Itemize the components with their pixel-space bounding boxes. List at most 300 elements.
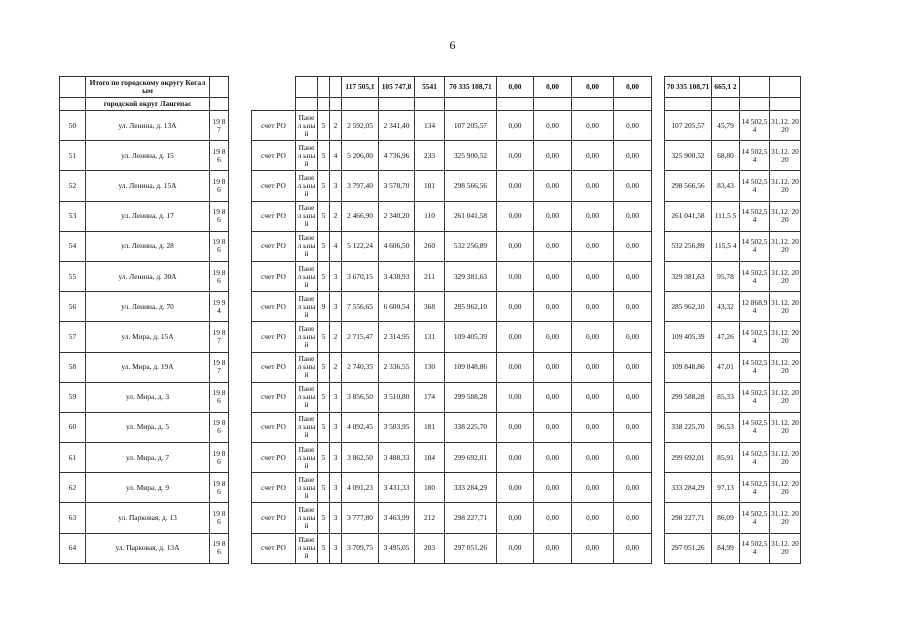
- row-area-total: 3 862,50: [342, 443, 379, 473]
- row-z4: 0,00: [614, 292, 652, 322]
- row-cost-ro: 109 405,39: [665, 322, 712, 352]
- row-year: 19 86: [210, 261, 229, 291]
- row-floors: 5: [318, 111, 330, 141]
- row-floors: 5: [318, 473, 330, 503]
- row-cost: 333 284,29: [445, 473, 497, 503]
- row-residents: 134: [415, 111, 445, 141]
- row-deadline: 31.12. 2020: [770, 412, 801, 442]
- row-material: Панел ьный: [296, 201, 318, 231]
- row-address: ул. Ленина, д. 28: [86, 231, 210, 261]
- row-material: Панел ьный: [296, 111, 318, 141]
- row-max-cost: 14 502,5 4: [740, 443, 770, 473]
- row-year: 19 86: [210, 201, 229, 231]
- row-entrances: 3: [330, 533, 342, 563]
- row-address: ул. Мира, д. 5: [86, 412, 210, 442]
- row-z1: 0,00: [497, 201, 534, 231]
- row-max-cost: 14 502,5 4: [740, 382, 770, 412]
- row-year: 19 86: [210, 382, 229, 412]
- row-max-cost: 14 502,5 4: [740, 503, 770, 533]
- row-z3: 0,00: [572, 231, 614, 261]
- row-fund: счет РО: [252, 443, 296, 473]
- row-z3: 0,00: [572, 382, 614, 412]
- row-fund: счет РО: [252, 261, 296, 291]
- row-floors: 5: [318, 533, 330, 563]
- row-number: 60: [60, 412, 86, 442]
- row-address: ул. Ленина, д. 15А: [86, 171, 210, 201]
- row-z1: 0,00: [497, 382, 534, 412]
- row-number: 50: [60, 111, 86, 141]
- row-z4: 0,00: [614, 503, 652, 533]
- row-z3: 0,00: [572, 171, 614, 201]
- row-max-cost: 14 502,5 4: [740, 171, 770, 201]
- row-residents: 233: [415, 141, 445, 171]
- row-number: 52: [60, 171, 86, 201]
- row-z1: 0,00: [497, 292, 534, 322]
- totals-per-m2: 665,1 2: [712, 77, 740, 98]
- row-area-living: 2 336,55: [379, 352, 415, 382]
- row-cost-ro: 299 588,28: [665, 382, 712, 412]
- row-number: 59: [60, 382, 86, 412]
- row-deadline: 31.12. 2020: [770, 292, 801, 322]
- row-fund: счет РО: [252, 201, 296, 231]
- row-entrances: 2: [330, 111, 342, 141]
- row-area-living: 3 503,95: [379, 412, 415, 442]
- row-residents: 174: [415, 382, 445, 412]
- row-per-m2: 95,78: [712, 261, 740, 291]
- row-z2: 0,00: [534, 141, 572, 171]
- row-area-total: 5 122,24: [342, 231, 379, 261]
- row-number: 57: [60, 322, 86, 352]
- row-material: Панел ьный: [296, 533, 318, 563]
- row-residents: 130: [415, 352, 445, 382]
- row-floors: 5: [318, 443, 330, 473]
- row-max-cost: 14 502,5 4: [740, 352, 770, 382]
- row-area-living: 3 438,93: [379, 261, 415, 291]
- row-cost: 532 256,89: [445, 231, 497, 261]
- row-z4: 0,00: [614, 322, 652, 352]
- row-z4: 0,00: [614, 412, 652, 442]
- row-number: 56: [60, 292, 86, 322]
- row-z1: 0,00: [497, 503, 534, 533]
- row-z2: 0,00: [534, 533, 572, 563]
- row-cost: 297 051,26: [445, 533, 497, 563]
- row-entrances: 4: [330, 231, 342, 261]
- row-area-total: 5 206,00: [342, 141, 379, 171]
- row-entrances: 3: [330, 503, 342, 533]
- row-z1: 0,00: [497, 141, 534, 171]
- row-area-living: 4 736,96: [379, 141, 415, 171]
- row-per-m2: 84,99: [712, 533, 740, 563]
- row-address: ул. Мира, д. 3: [86, 382, 210, 412]
- row-year: 19 86: [210, 171, 229, 201]
- register-table: [59, 76, 801, 564]
- row-z3: 0,00: [572, 473, 614, 503]
- row-z1: 0,00: [497, 412, 534, 442]
- row-material: Панел ьный: [296, 141, 318, 171]
- row-area-total: 4 091,23: [342, 473, 379, 503]
- row-z2: 0,00: [534, 412, 572, 442]
- row-area-living: 3 510,80: [379, 382, 415, 412]
- row-address: ул. Мира, д. 9: [86, 473, 210, 503]
- row-residents: 180: [415, 473, 445, 503]
- row-z3: 0,00: [572, 111, 614, 141]
- row-z4: 0,00: [614, 231, 652, 261]
- row-cost-ro: 333 284,29: [665, 473, 712, 503]
- row-number: 58: [60, 352, 86, 382]
- row-z4: 0,00: [614, 171, 652, 201]
- row-z4: 0,00: [614, 261, 652, 291]
- row-z1: 0,00: [497, 261, 534, 291]
- row-cost-ro: 329 381,63: [665, 261, 712, 291]
- row-floors: 5: [318, 412, 330, 442]
- row-year: 19 87: [210, 322, 229, 352]
- row-fund: счет РО: [252, 533, 296, 563]
- row-fund: счет РО: [252, 412, 296, 442]
- row-deadline: 31.12. 2020: [770, 352, 801, 382]
- row-deadline: 31.12. 2020: [770, 443, 801, 473]
- row-z4: 0,00: [614, 352, 652, 382]
- row-year: 19 87: [210, 111, 229, 141]
- row-entrances: 2: [330, 352, 342, 382]
- row-residents: 181: [415, 412, 445, 442]
- row-floors: 5: [318, 352, 330, 382]
- row-address: ул. Мира, д. 7: [86, 443, 210, 473]
- row-z3: 0,00: [572, 201, 614, 231]
- row-per-m2: 85,33: [712, 382, 740, 412]
- row-year: 19 86: [210, 473, 229, 503]
- row-year: 19 86: [210, 231, 229, 261]
- row-per-m2: 43,32: [712, 292, 740, 322]
- row-floors: 5: [318, 231, 330, 261]
- row-z4: 0,00: [614, 111, 652, 141]
- row-deadline: 31.12. 2020: [770, 201, 801, 231]
- row-material: Панел ьный: [296, 292, 318, 322]
- row-z4: 0,00: [614, 141, 652, 171]
- row-fund: счет РО: [252, 473, 296, 503]
- row-material: Панел ьный: [296, 261, 318, 291]
- row-deadline: 31.12. 2020: [770, 503, 801, 533]
- totals-cost-total: 70 335 108,71: [445, 77, 497, 98]
- row-area-living: 6 600,54: [379, 292, 415, 322]
- row-address: ул. Парковая, д. 13А: [86, 533, 210, 563]
- row-fund: счет РО: [252, 231, 296, 261]
- totals-row: [60, 77, 801, 98]
- row-z1: 0,00: [497, 533, 534, 563]
- row-z3: 0,00: [572, 352, 614, 382]
- table-row: [60, 261, 801, 291]
- row-area-living: 3 578,70: [379, 171, 415, 201]
- row-entrances: 3: [330, 292, 342, 322]
- row-z1: 0,00: [497, 473, 534, 503]
- row-cost: 338 225,70: [445, 412, 497, 442]
- row-entrances: 3: [330, 261, 342, 291]
- row-deadline: 31.12. 2020: [770, 473, 801, 503]
- row-address: ул. Ленина, д. 13А: [86, 111, 210, 141]
- totals-area-total: 117 505,1: [342, 77, 379, 98]
- row-floors: 5: [318, 141, 330, 171]
- row-z4: 0,00: [614, 443, 652, 473]
- table-row: [60, 231, 801, 261]
- row-z2: 0,00: [534, 231, 572, 261]
- row-floors: 5: [318, 382, 330, 412]
- table-row: [60, 352, 801, 382]
- row-residents: 368: [415, 292, 445, 322]
- row-cost-ro: 107 205,57: [665, 111, 712, 141]
- row-z1: 0,00: [497, 352, 534, 382]
- row-z3: 0,00: [572, 322, 614, 352]
- row-year: 19 86: [210, 443, 229, 473]
- row-z4: 0,00: [614, 533, 652, 563]
- table-row: [60, 141, 801, 171]
- row-z2: 0,00: [534, 473, 572, 503]
- row-area-living: 3 463,99: [379, 503, 415, 533]
- row-fund: счет РО: [252, 352, 296, 382]
- row-area-total: 3 709,75: [342, 533, 379, 563]
- row-residents: 110: [415, 201, 445, 231]
- row-per-m2: 83,43: [712, 171, 740, 201]
- table-row: [60, 201, 801, 231]
- row-address: ул. Ленина, д. 15: [86, 141, 210, 171]
- row-area-living: 3 495,05: [379, 533, 415, 563]
- row-cost: 325 900,52: [445, 141, 497, 171]
- row-fund: счет РО: [252, 141, 296, 171]
- row-entrances: 2: [330, 322, 342, 352]
- row-year: 19 94: [210, 292, 229, 322]
- row-per-m2: 111,5 5: [712, 201, 740, 231]
- row-z2: 0,00: [534, 171, 572, 201]
- row-area-living: 3 431,33: [379, 473, 415, 503]
- row-year: 19 86: [210, 141, 229, 171]
- row-fund: счет РО: [252, 111, 296, 141]
- row-area-total: 2 466,90: [342, 201, 379, 231]
- row-fund: счет РО: [252, 503, 296, 533]
- row-max-cost: 14 502,5 4: [740, 141, 770, 171]
- row-cost-ro: 299 692,01: [665, 443, 712, 473]
- row-address: ул. Ленина, д. 30А: [86, 261, 210, 291]
- row-area-total: 3 777,80: [342, 503, 379, 533]
- row-residents: 260: [415, 231, 445, 261]
- table-row: [60, 443, 801, 473]
- row-max-cost: 14 502,5 4: [740, 412, 770, 442]
- row-material: Панел ьный: [296, 322, 318, 352]
- row-max-cost: 14 502,5 4: [740, 261, 770, 291]
- row-z2: 0,00: [534, 261, 572, 291]
- totals-area-living: 105 747,8: [379, 77, 415, 98]
- row-residents: 203: [415, 533, 445, 563]
- row-address: ул. Ленина, д. 70: [86, 292, 210, 322]
- page-number: 6: [449, 38, 456, 52]
- row-per-m2: 85,91: [712, 443, 740, 473]
- row-z4: 0,00: [614, 473, 652, 503]
- table-row: [60, 503, 801, 533]
- row-deadline: 31.12. 2020: [770, 261, 801, 291]
- totals-residents: 5541: [415, 77, 445, 98]
- row-max-cost: 12 868,9 4: [740, 292, 770, 322]
- row-cost: 261 041,58: [445, 201, 497, 231]
- row-cost: 299 692,01: [445, 443, 497, 473]
- row-residents: 184: [415, 443, 445, 473]
- row-cost: 298 566,56: [445, 171, 497, 201]
- row-cost: 285 962,10: [445, 292, 497, 322]
- row-year: 19 86: [210, 412, 229, 442]
- row-deadline: 31.12. 2020: [770, 533, 801, 563]
- row-cost-ro: 298 227,71: [665, 503, 712, 533]
- row-deadline: 31.12. 2020: [770, 111, 801, 141]
- row-floors: 5: [318, 503, 330, 533]
- row-max-cost: 14 502,5 4: [740, 201, 770, 231]
- row-floors: 5: [318, 261, 330, 291]
- row-residents: 181: [415, 171, 445, 201]
- totals-label: Итого по городскому округу Когалым: [86, 77, 210, 98]
- row-entrances: 4: [330, 141, 342, 171]
- row-material: Панел ьный: [296, 231, 318, 261]
- row-cost: 329 381,63: [445, 261, 497, 291]
- row-per-m2: 97,13: [712, 473, 740, 503]
- row-per-m2: 45,79: [712, 111, 740, 141]
- row-z2: 0,00: [534, 443, 572, 473]
- section-title: городской округ Лангепас: [86, 98, 210, 111]
- row-fund: счет РО: [252, 382, 296, 412]
- row-area-total: 2 592,05: [342, 111, 379, 141]
- row-entrances: 3: [330, 443, 342, 473]
- row-z2: 0,00: [534, 503, 572, 533]
- table-row: [60, 533, 801, 563]
- row-cost-ro: 297 051,26: [665, 533, 712, 563]
- row-cost-ro: 325 900,52: [665, 141, 712, 171]
- row-z2: 0,00: [534, 292, 572, 322]
- row-address: ул. Мира, д. 19А: [86, 352, 210, 382]
- row-area-living: 2 341,40: [379, 111, 415, 141]
- row-floors: 5: [318, 171, 330, 201]
- row-z1: 0,00: [497, 322, 534, 352]
- table-row: [60, 171, 801, 201]
- row-number: 64: [60, 533, 86, 563]
- row-per-m2: 47,26: [712, 322, 740, 352]
- row-residents: 131: [415, 322, 445, 352]
- row-entrances: 2: [330, 201, 342, 231]
- row-material: Панел ьный: [296, 171, 318, 201]
- totals-z3: 0,00: [572, 77, 614, 98]
- row-cost-ro: 298 566,56: [665, 171, 712, 201]
- row-material: Панел ьный: [296, 382, 318, 412]
- row-z3: 0,00: [572, 533, 614, 563]
- row-z1: 0,00: [497, 111, 534, 141]
- row-cost: 109 405,39: [445, 322, 497, 352]
- row-cost-ro: 532 256,89: [665, 231, 712, 261]
- row-year: 19 86: [210, 533, 229, 563]
- row-max-cost: 14 502,5 4: [740, 473, 770, 503]
- row-material: Панел ьный: [296, 352, 318, 382]
- row-deadline: 31.12. 2020: [770, 231, 801, 261]
- row-address: ул. Парковая, д. 13: [86, 503, 210, 533]
- row-deadline: 31.12. 2020: [770, 382, 801, 412]
- row-cost: 109 848,86: [445, 352, 497, 382]
- row-max-cost: 14 502,5 4: [740, 322, 770, 352]
- row-z2: 0,00: [534, 322, 572, 352]
- row-address: ул. Мира, д. 15А: [86, 322, 210, 352]
- row-per-m2: 68,80: [712, 141, 740, 171]
- row-number: 62: [60, 473, 86, 503]
- row-deadline: 31.12. 2020: [770, 141, 801, 171]
- row-material: Панел ьный: [296, 473, 318, 503]
- table-row: [60, 322, 801, 352]
- row-area-total: 3 670,15: [342, 261, 379, 291]
- totals-z2: 0,00: [534, 77, 572, 98]
- row-z2: 0,00: [534, 352, 572, 382]
- row-number: 54: [60, 231, 86, 261]
- row-material: Панел ьный: [296, 412, 318, 442]
- row-cost-ro: 109 848,86: [665, 352, 712, 382]
- row-material: Панел ьный: [296, 503, 318, 533]
- row-z4: 0,00: [614, 382, 652, 412]
- row-year: 19 87: [210, 352, 229, 382]
- row-address: ул. Ленина, д. 17: [86, 201, 210, 231]
- row-area-total: 7 556,65: [342, 292, 379, 322]
- row-per-m2: 96,53: [712, 412, 740, 442]
- table-row: [60, 292, 801, 322]
- row-number: 53: [60, 201, 86, 231]
- row-deadline: 31.12. 2020: [770, 171, 801, 201]
- table-row: [60, 111, 801, 141]
- row-max-cost: 14 502,5 4: [740, 111, 770, 141]
- row-max-cost: 14 502,5 4: [740, 533, 770, 563]
- row-area-total: 4 092,45: [342, 412, 379, 442]
- row-floors: 5: [318, 322, 330, 352]
- row-cost-ro: 261 041,58: [665, 201, 712, 231]
- totals-z4: 0,00: [614, 77, 652, 98]
- row-z4: 0,00: [614, 201, 652, 231]
- row-number: 63: [60, 503, 86, 533]
- row-entrances: 3: [330, 473, 342, 503]
- row-per-m2: 115,5 4: [712, 231, 740, 261]
- row-z3: 0,00: [572, 443, 614, 473]
- row-z3: 0,00: [572, 292, 614, 322]
- row-cost: 299 588,28: [445, 382, 497, 412]
- row-entrances: 3: [330, 412, 342, 442]
- row-z1: 0,00: [497, 443, 534, 473]
- row-deadline: 31.12. 2020: [770, 322, 801, 352]
- row-residents: 212: [415, 503, 445, 533]
- row-entrances: 3: [330, 171, 342, 201]
- row-z2: 0,00: [534, 201, 572, 231]
- row-z3: 0,00: [572, 141, 614, 171]
- section-row: [60, 98, 801, 111]
- row-z2: 0,00: [534, 382, 572, 412]
- row-cost: 298 227,71: [445, 503, 497, 533]
- row-area-living: 2 314,95: [379, 322, 415, 352]
- row-z3: 0,00: [572, 412, 614, 442]
- row-area-living: 3 488,33: [379, 443, 415, 473]
- row-entrances: 3: [330, 382, 342, 412]
- row-per-m2: 86,09: [712, 503, 740, 533]
- row-floors: 5: [318, 201, 330, 231]
- row-area-total: 3 856,50: [342, 382, 379, 412]
- row-fund: счет РО: [252, 292, 296, 322]
- row-fund: счет РО: [252, 322, 296, 352]
- row-area-living: 2 340,20: [379, 201, 415, 231]
- row-year: 19 86: [210, 503, 229, 533]
- row-area-living: 4 606,50: [379, 231, 415, 261]
- row-cost: 107 205,57: [445, 111, 497, 141]
- table-row: [60, 412, 801, 442]
- row-area-total: 2 715,47: [342, 322, 379, 352]
- table-row: [60, 382, 801, 412]
- totals-cost-ro: 70 335 108,71: [665, 77, 712, 98]
- row-floors: 9: [318, 292, 330, 322]
- row-max-cost: 14 502,5 4: [740, 231, 770, 261]
- row-cost-ro: 285 962,10: [665, 292, 712, 322]
- row-fund: счет РО: [252, 171, 296, 201]
